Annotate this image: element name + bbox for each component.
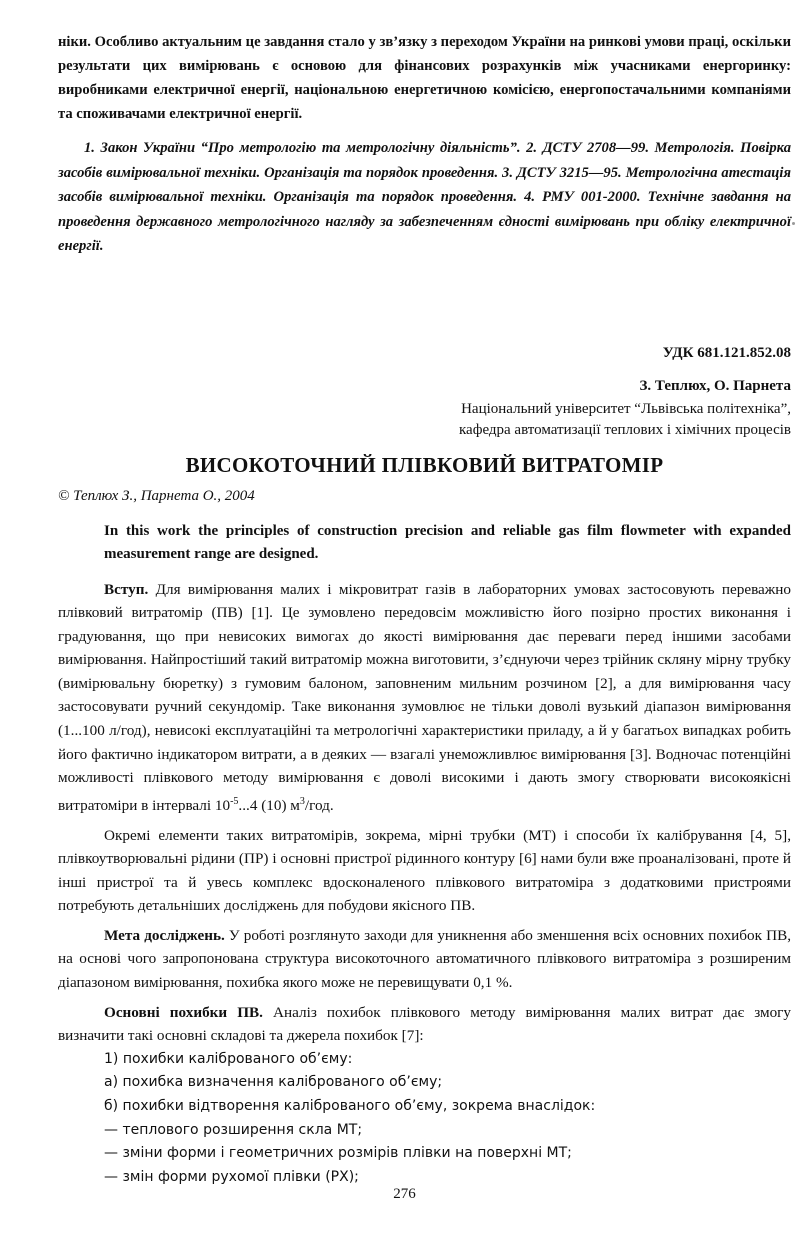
intro-lead: Вступ.	[104, 580, 149, 598]
intro-text: Для вимірювання малих і мікровитрат газів в лабораторних умовах застосовують переважно плівковий витратомір (ПВ) [1]. Це зумовлено передовсім можливістю його позірно простих виконання і градуювання, що при невисоких вимогах до якості вимірювання дає переваги перед іншими засобами вимірювання. Найпростіший такий витратомір можна виготовити, з’єднуючи через трійник скляну мірну трубку (вимірювальну бюретку) з гумовим балоном, заповненим мильним розчином [2], а для вимірювання часу застосовувати ручний секундомір. Таке виконання зумовлює не тільки доволі вузький діапазон вимірювання (1...100 л/год), невисокі експлуатаційні та метрологічні характеристики приладу, а й у багатьох випадках робить його фактично індикатором витрати, а в деяких — взагалі унеможливлює вимірювання [3]. Водночас потенційні можливості плівкового методу вимірювання є доволі високими і дають змогу створювати високоякісні витратоміри в інтервалі 10	[58, 580, 791, 814]
aim-lead: Мета досліджень.	[104, 926, 225, 944]
references-list: 1. Закон України “Про метрологію та метрологічну діяльність”. 2. ДСТУ 2708—99. Метрологія. Повірка засобів вимірювальної техніки. Організація та порядок проведення. 3. ДСТУ 3215—95. Метрологічна атестація засобів вимірювальної техніки. Організація та порядок проведення. 4. РМУ 001-2000. Технічне завдання на проведення державного метрологічного нагляду за забезпеченням єдності вимірювань при обліку електричної енергії.	[58, 140, 791, 254]
affiliation-university: Національний університет “Львівська політехніка”,	[461, 400, 791, 417]
udk-code: УДК 681.121.852.08	[662, 344, 791, 361]
elements-paragraph: Окремі елементи таких витратомірів, зокрема, мірні трубки (МТ) і способи їх калібрування [4, 5], плівкоутворювальні рідини (ПР) і основні пристрої рідинного контуру [6] нами були вже проаналізовані, проте й інші пристрої та й увесь комплекс вдосконаленого плівкового витратоміра з додатковими пристроями потребують детальніших досліджень для побудови якісного ПВ.	[58, 826, 791, 915]
intro-paragraph	[58, 578, 791, 818]
errors-lead: Основні похибки ПВ.	[104, 1003, 263, 1021]
authors: З. Теплюх, О. Парнета	[639, 377, 791, 394]
aim-paragraph	[58, 924, 791, 995]
list-item: 1) похибки каліброваного об’єму:	[104, 1050, 353, 1067]
list-item: — зміни форми і геометричних розмірів плівки на поверхні МТ;	[104, 1145, 572, 1162]
top-paragraph: ніки. Особливо актуальним це завдання стало у зв’язку з переходом України на ринкові умови праці, оскільки результати цих вимірювань є основою для фінансових розрахунків між учасниками енергоринку: виробниками електричної енергії, національною енергетичною комісією, енергопостачальними компаніями та споживачами електричної енергії.	[58, 34, 791, 122]
list-item: б) похибки відтворення каліброваного об’єму, зокрема внаслідок:	[104, 1098, 596, 1115]
page-number: 276	[393, 1186, 416, 1202]
errors-paragraph	[58, 1001, 791, 1048]
page-content	[58, 30, 791, 1189]
intro-exponent: -5	[230, 795, 239, 807]
intro-end: /год.	[304, 796, 334, 814]
article-title: ВИСОКОТОЧНИЙ ПЛІВКОВИЙ ВИТРАТОМІР	[185, 452, 664, 477]
copyright-line: © Теплюх З., Парнета О., 2004	[58, 487, 255, 504]
intro-unit-exponent: 3	[299, 795, 305, 807]
aim-text: У роботі розглянуто заходи для уникнення або зменшення всіх основних похибок ПВ, на основі чого запропонована структура високоточного автоматичного плівкового витратоміра з розширеним діапазоном вимірювання, похибка якого може не перевищувати 0,1 %.	[58, 926, 792, 992]
english-abstract: In this work the principles of construction precision and reliable gas film flowmeter with expanded measurement range are designed.	[104, 522, 791, 562]
errors-text: Аналіз похибок плівкового методу вимірювання малих витрат дає змогу визначити такі основні складові та джерела похибок [7]:	[58, 1003, 792, 1045]
error-list	[58, 1048, 791, 1190]
scan-speck	[792, 222, 795, 225]
affiliation-department: кафедра автоматизації теплових і хімічних процесів	[459, 421, 791, 438]
list-item: — змін форми рухомої плівки (РХ);	[104, 1168, 359, 1185]
list-item: а) похибка визначення каліброваного об’єму;	[104, 1074, 443, 1091]
intro-range: ...4 (10) м	[238, 796, 300, 814]
list-item: — теплового розширення скла МТ;	[104, 1121, 363, 1138]
